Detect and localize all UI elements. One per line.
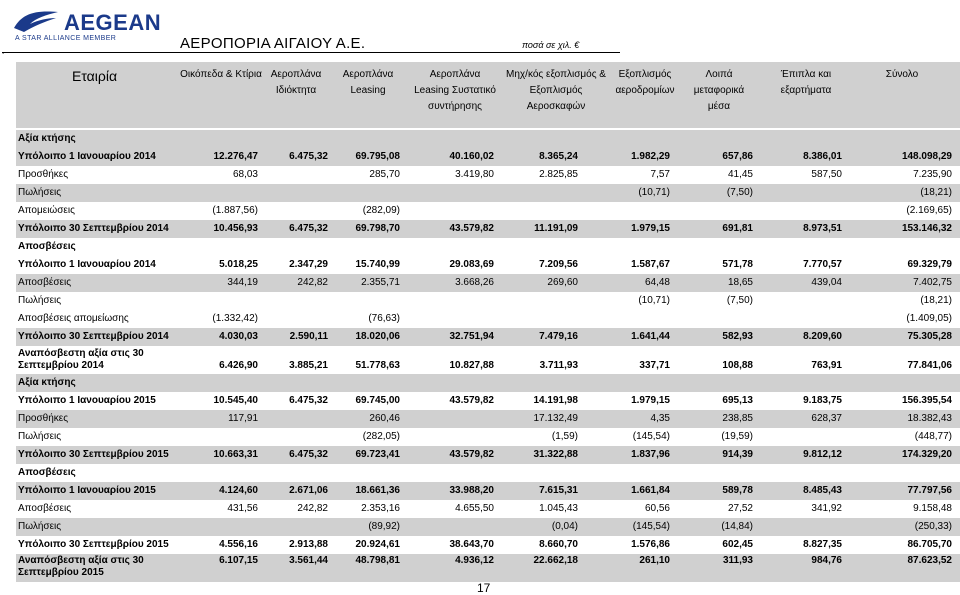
row-label: Πωλήσεις [18, 521, 62, 532]
row-label: Αποσβέσεις απομείωσης [18, 313, 129, 324]
col-header-owned-aircraft: Αεροπλάνα Ιδιόκτητα [270, 69, 322, 96]
table-row [16, 130, 960, 148]
cell-value: 582,93 [722, 331, 753, 342]
cell-value: 77.797,56 [907, 485, 952, 496]
aegean-bird-icon [12, 8, 62, 34]
logo-subtitle: A STAR ALLIANCE MEMBER [15, 35, 117, 42]
cell-value: (18,21) [920, 187, 952, 198]
cell-value: 153.146,32 [901, 223, 952, 234]
cell-value: 18.020,06 [355, 331, 400, 342]
cell-value: 8.209,60 [803, 331, 842, 342]
cell-value: 1.641,44 [631, 331, 670, 342]
cell-value: (1,59) [551, 431, 578, 442]
cell-value: 3.711,93 [539, 360, 578, 371]
row-label: Προσθήκες [18, 413, 69, 424]
cell-value: 29.083,69 [449, 259, 494, 270]
cell-value: 7,57 [650, 169, 670, 180]
margin-mark: . [2, 47, 5, 56]
cell-value: 6.475,32 [289, 151, 328, 162]
cell-value: 2.671,06 [289, 485, 328, 496]
cell-value: 1.979,15 [631, 223, 670, 234]
cell-value: 86.705,70 [907, 539, 952, 550]
cell-value: 43.579,82 [449, 449, 494, 460]
cell-value: 6.475,32 [289, 449, 328, 460]
cell-value: 4.936,12 [455, 555, 494, 566]
cell-value: 3.668,26 [455, 277, 494, 288]
row-label: Πωλήσεις [18, 187, 62, 198]
cell-value: 69.329,79 [907, 259, 952, 270]
col-header-company: Εταιρία [72, 68, 118, 84]
cell-value: 60,56 [644, 503, 670, 514]
cell-value: 5.018,25 [219, 259, 258, 270]
table-row [16, 410, 960, 428]
cell-value: 43.579,82 [449, 395, 494, 406]
col-header-maintenance-component: Αεροπλάνα Leasing Συστατικό συντήρησης [414, 69, 496, 112]
cell-value: 8.973,51 [803, 223, 842, 234]
cell-value: 6.107,15 [219, 555, 258, 566]
cell-value: 6.475,32 [289, 395, 328, 406]
table-row [16, 554, 960, 582]
table-row [16, 148, 960, 166]
cell-value: 4,35 [650, 413, 670, 424]
cell-value: 18.661,36 [355, 485, 400, 496]
cell-value: 984,76 [811, 555, 842, 566]
cell-value: 51.778,63 [355, 360, 400, 371]
cell-value: 3.885,21 [289, 360, 328, 371]
cell-value: 148.098,29 [901, 151, 952, 162]
table-row [16, 166, 960, 184]
cell-value: 431,56 [227, 503, 258, 514]
company-logo [12, 6, 162, 46]
cell-value: 269,60 [547, 277, 578, 288]
col-header-total: Σύνολο [885, 69, 919, 80]
cell-value: 18.382,43 [907, 413, 952, 424]
table-row [16, 238, 960, 256]
col-header-airport-equipment: Εξοπλισμός αεροδρομίων [615, 69, 675, 96]
cell-value: 602,45 [722, 539, 753, 550]
table-row [16, 374, 960, 392]
row-label: Πωλήσεις [18, 431, 62, 442]
cell-value: 174.329,20 [901, 449, 952, 460]
cell-value: 68,03 [232, 169, 258, 180]
row-label: Υπόλοιπο 30 Σεπτεμβρίου 2015 [18, 539, 169, 550]
cell-value: 242,82 [297, 277, 328, 288]
cell-value: 439,04 [811, 277, 842, 288]
cell-value: 4.556,16 [219, 539, 258, 550]
cell-value: (2.169,65) [906, 205, 952, 216]
cell-value: (1.409,05) [906, 313, 952, 324]
col-header-land-buildings: Οικόπεδα & Κτίρια [180, 69, 262, 80]
table-row [16, 500, 960, 518]
table-row [16, 482, 960, 500]
cell-value: 285,70 [369, 169, 400, 180]
cell-value: 69.745,00 [355, 395, 400, 406]
cell-value: (89,92) [368, 521, 400, 532]
cell-value: (282,09) [362, 205, 400, 216]
logo-text: AEGEAN [64, 10, 162, 35]
cell-value: 311,93 [722, 555, 753, 566]
table-row [16, 202, 960, 220]
cell-value: 69.795,08 [355, 151, 400, 162]
row-label: Προσθήκες [18, 169, 69, 180]
cell-value: 40.160,02 [449, 151, 494, 162]
cell-value: 4.030,03 [219, 331, 258, 342]
cell-value: 337,71 [639, 360, 670, 371]
cell-value: 10.456,93 [213, 223, 258, 234]
row-label: Αναπόσβεστη αξία στις 30 Σεπτεμβρίου 2014 [18, 348, 144, 371]
cell-value: 7.479,16 [539, 331, 578, 342]
cell-value: (145,54) [632, 431, 670, 442]
table-row [16, 184, 960, 202]
cell-value: 341,92 [811, 503, 842, 514]
cell-value: 4.655,50 [455, 503, 494, 514]
title-underline [2, 52, 620, 53]
col-header-other-vehicles: Λοιπά μεταφορικά μέσα [693, 69, 745, 112]
cell-value: 657,86 [722, 151, 753, 162]
row-label: Πωλήσεις [18, 295, 62, 306]
cell-value: 238,85 [722, 413, 753, 424]
cell-value: 261,10 [639, 555, 670, 566]
cell-value: 589,78 [722, 485, 753, 496]
cell-value: 242,82 [297, 503, 328, 514]
cell-value: (0,04) [551, 521, 578, 532]
units-note: ποσά σε χιλ. € [522, 40, 580, 50]
row-label: Αναπόσβεστη αξία στις 30 Σεπτεμβρίου 2015 [18, 555, 144, 578]
cell-value: 69.798,70 [355, 223, 400, 234]
cell-value: 763,91 [811, 360, 842, 371]
cell-value: 344,19 [227, 277, 258, 288]
cell-value: 77.841,06 [907, 360, 952, 371]
cell-value: (1.332,42) [212, 313, 258, 324]
row-label: Υπόλοιπο 1 Ιανουαρίου 2014 [18, 259, 156, 270]
cell-value: 10.827,88 [449, 360, 494, 371]
row-label: Αποσβέσεις [18, 241, 76, 252]
table-row [16, 346, 960, 374]
table-row [16, 292, 960, 310]
cell-value: 43.579,82 [449, 223, 494, 234]
table-row [16, 274, 960, 292]
cell-value: 571,78 [722, 259, 753, 270]
cell-value: (1.887,56) [212, 205, 258, 216]
cell-value: (18,21) [920, 295, 952, 306]
table-row [16, 536, 960, 554]
cell-value: 1.587,67 [631, 259, 670, 270]
cell-value: 2.353,16 [361, 503, 400, 514]
cell-value: 7.615,31 [539, 485, 578, 496]
cell-value: (10,71) [638, 187, 670, 198]
cell-value: 33.988,20 [449, 485, 494, 496]
cell-value: (19,59) [721, 431, 753, 442]
cell-value: 7.770,57 [803, 259, 842, 270]
cell-value: 6.475,32 [289, 223, 328, 234]
cell-value: (76,63) [368, 313, 400, 324]
cell-value: 1.576,86 [631, 539, 670, 550]
cell-value: 1.045,43 [539, 503, 578, 514]
cell-value: 22.662,18 [533, 555, 578, 566]
cell-value: 156.395,54 [901, 395, 952, 406]
row-label: Υπόλοιπο 30 Σεπτεμβρίου 2015 [18, 449, 169, 460]
cell-value: 10.545,40 [213, 395, 258, 406]
cell-value: 14.191,98 [533, 395, 578, 406]
col-header-furniture: Έπιπλα και εξαρτήματα [780, 69, 832, 96]
col-header-aircraft-equipment: Μηχ/κός εξοπλισμός & Εξοπλισμός Αεροσκαφών [506, 69, 606, 112]
cell-value: 3.561,44 [289, 555, 328, 566]
row-label: Αποσβέσεις [18, 277, 72, 288]
cell-value: 3.419,80 [455, 169, 494, 180]
table-row [16, 310, 960, 328]
table-row [16, 428, 960, 446]
cell-value: 20.924,61 [355, 539, 400, 550]
cell-value: 41,45 [727, 169, 753, 180]
cell-value: 628,37 [811, 413, 842, 424]
cell-value: 8.386,01 [803, 151, 842, 162]
cell-value: 75.305,28 [907, 331, 952, 342]
cell-value: 7.402,75 [913, 277, 952, 288]
table-header [16, 62, 960, 128]
cell-value: 12.276,47 [213, 151, 258, 162]
cell-value: 117,91 [228, 413, 258, 424]
cell-value: 587,50 [811, 169, 842, 180]
cell-value: 18,65 [727, 277, 753, 288]
row-label: Αποσβέσεις [18, 503, 72, 514]
cell-value: 2.590,11 [289, 331, 328, 342]
cell-value: 1.979,15 [631, 395, 670, 406]
row-label: Υπόλοιπο 30 Σεπτεμβρίου 2014 [18, 223, 169, 234]
cell-value: 31.322,88 [533, 449, 578, 460]
cell-value: 2.913,88 [289, 539, 328, 550]
row-label: Υπόλοιπο 30 Σεπτεμβρίου 2014 [18, 331, 169, 342]
page-number: 17 [477, 581, 491, 595]
cell-value: (145,54) [632, 521, 670, 532]
cell-value: (7,50) [726, 187, 753, 198]
col-header-leased-aircraft: Αεροπλάνα Leasing [342, 69, 394, 96]
cell-value: (250,33) [914, 521, 952, 532]
table-row [16, 392, 960, 410]
cell-value: 914,39 [722, 449, 753, 460]
cell-value: 8.827,35 [803, 539, 842, 550]
row-label: Υπόλοιπο 1 Ιανουαρίου 2014 [18, 151, 156, 162]
cell-value: 7.209,56 [539, 259, 578, 270]
cell-value: 1.661,84 [631, 485, 670, 496]
table-row [16, 256, 960, 274]
cell-value: 10.663,31 [213, 449, 258, 460]
cell-value: 2.347,29 [289, 259, 328, 270]
cell-value: 6.426,90 [219, 360, 258, 371]
row-label: Αποσβέσεις [18, 467, 76, 478]
cell-value: 15.740,99 [355, 259, 400, 270]
cell-value: 4.124,60 [219, 485, 258, 496]
cell-value: 2.355,71 [361, 277, 400, 288]
table-row [16, 518, 960, 536]
cell-value: 48.798,81 [355, 555, 400, 566]
cell-value: 8.485,43 [803, 485, 842, 496]
cell-value: (448,77) [914, 431, 952, 442]
cell-value: 64,48 [644, 277, 670, 288]
row-label: Αξία κτήσης [18, 377, 76, 388]
cell-value: 87.623,52 [907, 555, 952, 566]
row-label: Υπόλοιπο 1 Ιανουαρίου 2015 [18, 485, 156, 496]
table-row [16, 464, 960, 482]
cell-value: 2.825,85 [539, 169, 578, 180]
cell-value: 32.751,94 [449, 331, 494, 342]
cell-value: 1.982,29 [631, 151, 670, 162]
cell-value: 9.812,12 [803, 449, 842, 460]
cell-value: 108,88 [722, 360, 753, 371]
cell-value: (7,50) [726, 295, 753, 306]
cell-value: 7.235,90 [913, 169, 952, 180]
cell-value: (14,84) [721, 521, 753, 532]
cell-value: 1.837,96 [631, 449, 670, 460]
cell-value: 27,52 [727, 503, 753, 514]
cell-value: 8.660,70 [539, 539, 578, 550]
cell-value: 260,46 [369, 413, 400, 424]
cell-value: 9.158,48 [913, 503, 952, 514]
cell-value: 9.183,75 [803, 395, 842, 406]
row-label: Αξία κτήσης [18, 133, 76, 144]
cell-value: 691,81 [722, 223, 753, 234]
cell-value: 17.132,49 [533, 413, 578, 424]
row-label: Απομειώσεις [18, 205, 75, 216]
table-row [16, 220, 960, 238]
cell-value: 11.191,09 [534, 223, 578, 234]
cell-value: 8.365,24 [539, 151, 578, 162]
document-title: ΑΕΡΟΠΟΡΙΑ ΑΙΓΑΙΟΥ Α.Ε. [180, 35, 366, 52]
cell-value: (10,71) [638, 295, 670, 306]
cell-value: (282,05) [362, 431, 400, 442]
table-row [16, 446, 960, 464]
row-label: Υπόλοιπο 1 Ιανουαρίου 2015 [18, 395, 156, 406]
cell-value: 38.643,70 [449, 539, 494, 550]
cell-value: 695,13 [722, 395, 753, 406]
cell-value: 69.723,41 [355, 449, 400, 460]
table-row [16, 328, 960, 346]
